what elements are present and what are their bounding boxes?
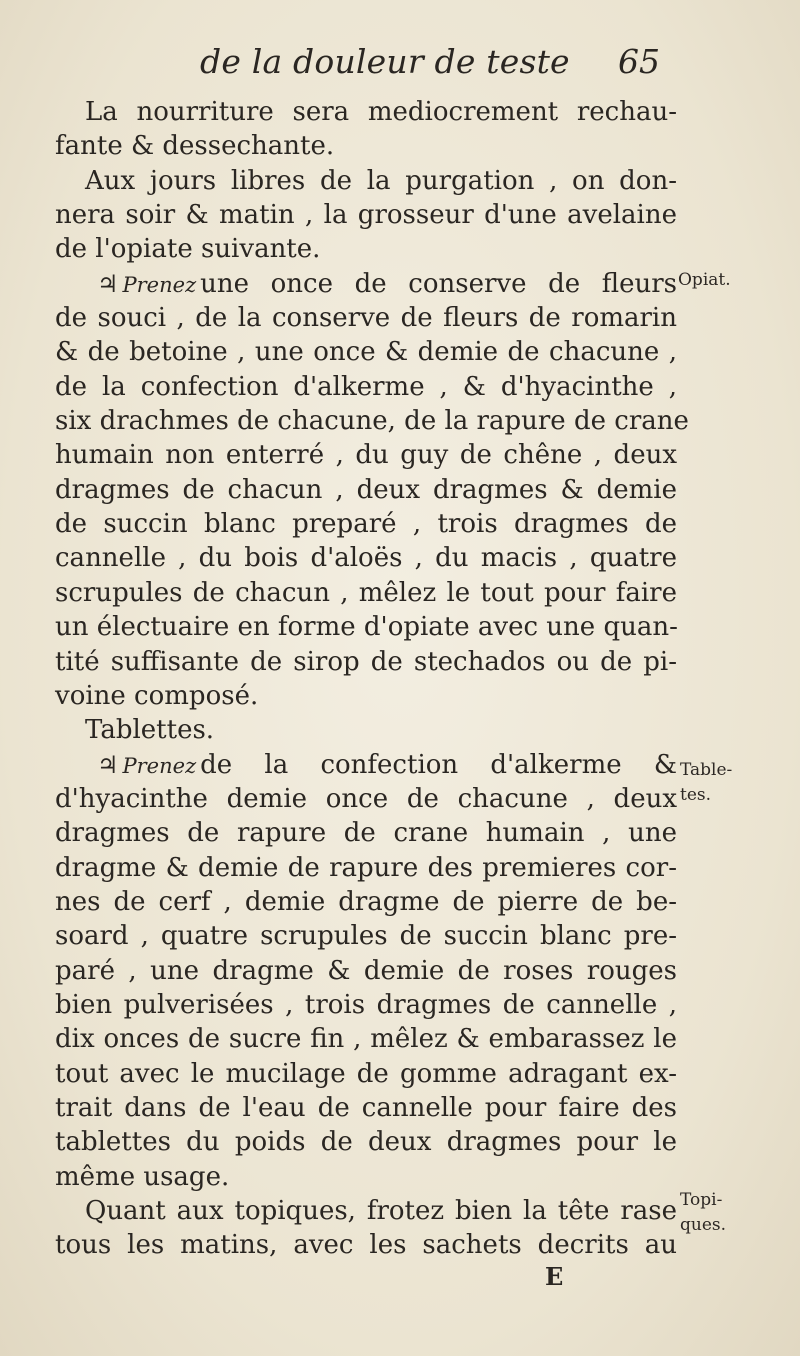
margin-note-tablettes-2: tes. xyxy=(680,785,712,805)
text-line xyxy=(55,610,677,644)
line-text: de la confection d'alkerme , & d'hyacinthe , xyxy=(55,371,677,402)
line-text: dragmes de rapure de crane humain , une xyxy=(55,818,677,849)
recipe-keyword: Prenez xyxy=(122,272,197,297)
running-title: de la douleur de teste xyxy=(200,42,570,81)
text-line xyxy=(55,576,677,610)
line-text: dix onces de sucre fin , mêlez & embarassez le xyxy=(55,1024,677,1055)
text-line xyxy=(55,370,677,404)
recipe-symbol: ♃ xyxy=(97,269,119,298)
text-line xyxy=(55,129,677,163)
text-line xyxy=(55,95,677,129)
text-line xyxy=(55,164,677,198)
line-text: six drachmes de chacune, de la rapure de crane xyxy=(55,406,689,437)
text-line xyxy=(55,507,677,541)
text-line xyxy=(55,782,677,816)
line-text: de l'opiate suivante. xyxy=(55,234,321,265)
text-line xyxy=(55,438,677,472)
body-text xyxy=(55,95,689,1263)
text-line xyxy=(55,885,677,919)
line-text: trait dans de l'eau de cannelle pour faire des xyxy=(55,1092,677,1123)
line-text: tout avec le mucilage de gomme adragant ex- xyxy=(55,1058,677,1089)
line-text: soard , quatre scrupules de succin blanc pre- xyxy=(55,921,677,952)
text-line xyxy=(55,645,677,679)
text-line xyxy=(55,851,677,885)
text-line xyxy=(55,232,677,266)
line-text: de la confection d'alkerme & xyxy=(200,749,677,780)
text-line xyxy=(55,198,677,232)
line-text: Aux jours libres de la purgation , on don- xyxy=(85,165,677,196)
line-text: tous les matins, avec les sachets decrits au xyxy=(55,1230,677,1261)
text-line xyxy=(55,473,677,507)
line-text: Tablettes. xyxy=(85,715,215,746)
text-line xyxy=(55,816,677,850)
margin-note-opiat: Opiat. xyxy=(678,270,731,290)
text-line xyxy=(55,335,677,369)
line-text: nes de cerf , demie dragme de pierre de be- xyxy=(55,886,677,917)
text-line xyxy=(55,713,677,747)
line-text: même usage. xyxy=(55,1161,230,1192)
text-line xyxy=(55,919,677,953)
margin-note-topiques-1: Topi- xyxy=(680,1190,723,1210)
line-text: scrupules de chacun , mêlez le tout pour faire xyxy=(55,577,677,608)
text-line xyxy=(55,1228,677,1262)
line-text: fante & dessechante. xyxy=(55,131,335,162)
line-text: cannelle , du bois d'aloës , du macis , quatre xyxy=(55,543,677,574)
line-text: de succin blanc preparé , trois dragmes de xyxy=(55,509,677,540)
text-line xyxy=(55,301,677,335)
line-text: tablettes du poids de deux dragmes pour le xyxy=(55,1127,677,1158)
line-text: La nourriture sera mediocrement rechau- xyxy=(85,97,677,127)
text-line xyxy=(55,1091,677,1125)
text-line xyxy=(55,954,677,988)
text-line xyxy=(55,988,677,1022)
text-line xyxy=(55,1022,677,1056)
line-text: paré , une dragme & demie de roses rouges xyxy=(55,955,677,986)
line-text: dragmes de chacun , deux dragmes & demie xyxy=(55,474,677,505)
recipe-keyword: Prenez xyxy=(122,753,197,778)
text-line xyxy=(55,404,689,438)
recipe-symbol: ♃ xyxy=(97,750,119,779)
text-line xyxy=(55,748,677,782)
line-text: d'hyacinthe demie once de chacune , deux xyxy=(55,783,677,814)
line-text: dragme & demie de rapure des premieres cor- xyxy=(55,852,677,883)
text-line xyxy=(55,267,677,301)
text-line xyxy=(55,1057,677,1091)
text-line xyxy=(55,1125,677,1159)
line-text: de souci , de la conserve de fleurs de romarin xyxy=(55,303,677,334)
text-line xyxy=(55,1194,677,1228)
line-text: bien pulverisées , trois dragmes de cannelle , xyxy=(55,989,677,1020)
line-text: nera soir & matin , la grosseur d'une avelaine xyxy=(55,200,677,231)
line-text: un électuaire en forme d'opiate avec une quan- xyxy=(55,612,678,643)
line-text: tité suffisante de sirop de stechados ou de pi- xyxy=(55,646,677,677)
line-text: Quant aux topiques, frotez bien la tête rase xyxy=(85,1196,677,1226)
margin-note-tablettes-1: Table- xyxy=(680,760,733,780)
page-header xyxy=(0,42,800,92)
line-text: humain non enterré , du guy de chêne , deux xyxy=(55,440,677,471)
line-text: & de betoine , une once & demie de chacune , xyxy=(55,337,677,368)
margin-note-topiques-2: ques. xyxy=(680,1215,727,1235)
signature-mark: E xyxy=(545,1262,564,1291)
page-number: 65 xyxy=(618,42,660,81)
text-line xyxy=(55,541,677,575)
text-line xyxy=(55,679,677,713)
text-line xyxy=(55,1160,677,1194)
line-text: une once de conserve de fleurs xyxy=(200,268,677,299)
line-text: voine composé. xyxy=(55,680,259,711)
